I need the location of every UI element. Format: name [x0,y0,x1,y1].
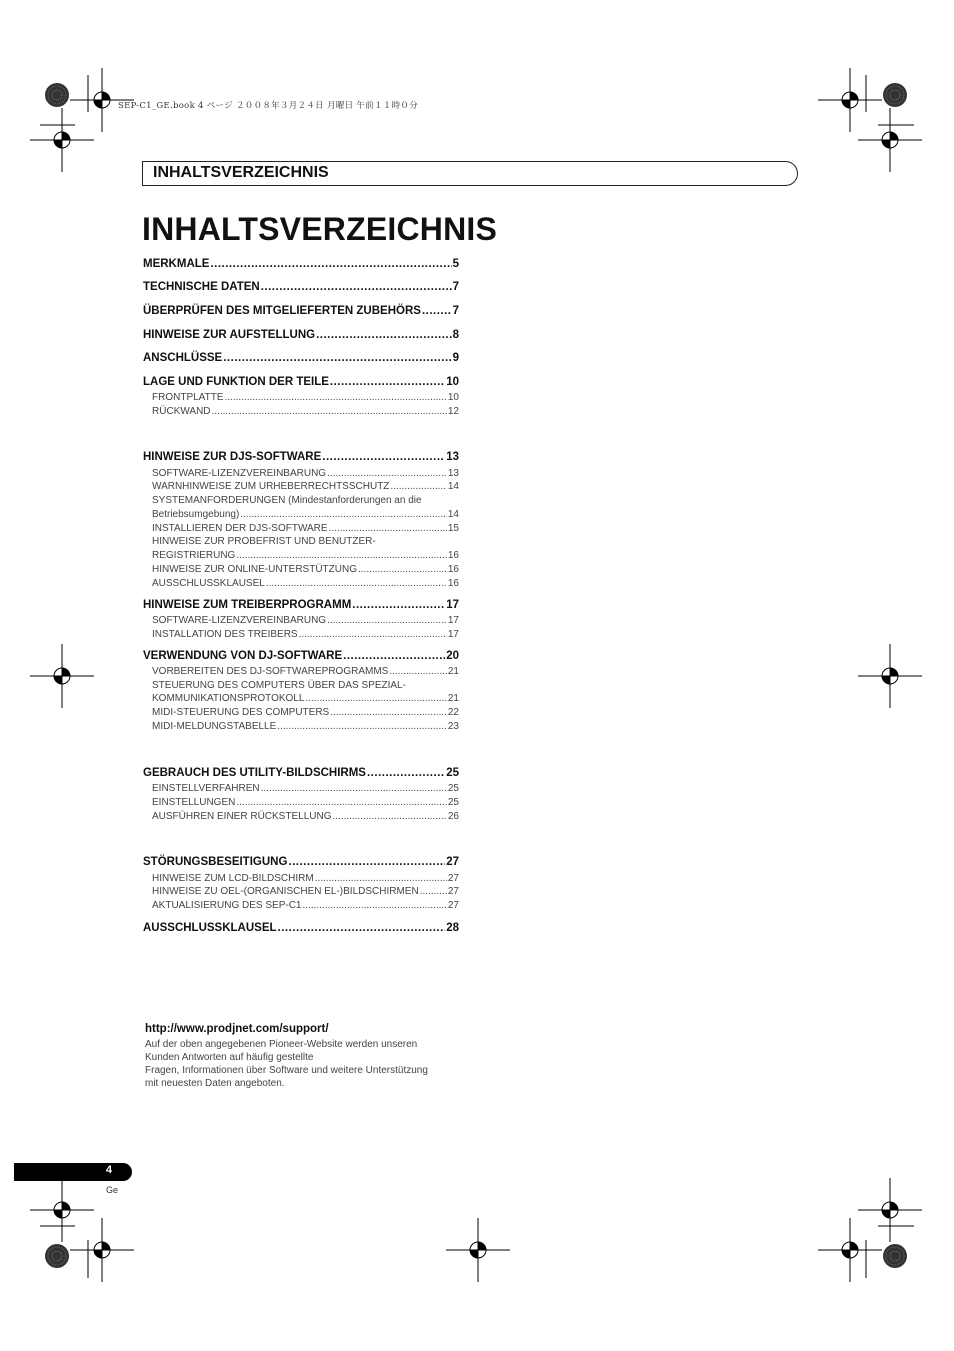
toc-entry-zubehoer[interactable]: ÜBERPRÜFEN DES MITGELIEFERTEN ZUBEHÖRS ..... 7 [143,303,459,319]
page-title: INHALTSVERZEICHNIS [142,211,498,247]
toc-subentry-systemanforderungen-line: SYSTEMANFORDERUNGEN (Mindestanforderungen an die [152,495,422,506]
support-note-line: mit neuesten Daten angeboten. [145,1078,285,1089]
toc-subentry-djs-lizenz[interactable]: SOFTWARE-LIZENZVEREINBARUNG ..... 13 [152,467,459,481]
section-label: INHALTSVERZEICHNIS [153,164,329,181]
toc-subentry-systemanforderungen[interactable]: Betriebsumgebung) ..... 14 [152,508,459,522]
toc-subentry-treiber-lizenz[interactable]: SOFTWARE-LIZENZVEREINBARUNG ..... 17 [152,614,459,628]
toc-subentry-midi-steuerung[interactable]: MIDI-STEUERUNG DES COMPUTERS ..... 22 [152,706,459,720]
toc-subentry-probefrist-line: HINWEISE ZUR PROBEFRIST UND BENUTZER- [152,536,376,547]
toc-entry-anschluesse[interactable]: ANSCHLÜSSE ..... 9 [143,350,459,366]
support-note-line: Auf der oben angegebenen Pioneer-Website werden unseren [145,1039,418,1050]
toc-entry-utility[interactable]: GEBRAUCH DES UTILITY-BILDSCHIRMS ..... 25 [143,765,459,781]
toc-entry-ausschlussklausel[interactable]: AUSSCHLUSSKLAUSEL ..... 28 [143,920,459,936]
toc-entry-dj-software[interactable]: VERWENDUNG VON DJ-SOFTWARE ..... 20 [143,648,459,664]
toc-subentry-djs-installieren[interactable]: INSTALLIEREN DER DJS-SOFTWARE ..... 15 [152,522,459,536]
toc-subentry-djs-ausschlussklausel[interactable]: AUSSCHLUSSKLAUSEL ..... 16 [152,577,459,591]
registration-mark-icon [858,108,922,172]
color-target-icon [883,1244,907,1268]
page-number: 4 [105,1164,112,1176]
toc-subentry-rueckwand[interactable]: RÜCKWAND ..... 12 [152,405,459,419]
print-header: SEP-C1_GE.book 4 ページ ２００８年３月２４日 月曜日 午前１１時０分 [118,101,418,111]
support-note-line: Kunden Antworten auf häufig gestellte [145,1052,314,1063]
registration-mark-icon [30,1178,94,1242]
toc-subentry-online-unterstuetzung[interactable]: HINWEISE ZUR ONLINE-UNTERSTÜTZUNG ..... 16 [152,563,459,577]
registration-mark-icon [70,1218,134,1282]
registration-mark-icon [446,1218,510,1282]
page-number-tab [14,1163,132,1181]
toc-subentry-steuerung-line: STEUERUNG DES COMPUTERS ÜBER DAS SPEZIAL- [152,680,406,691]
toc-entry-djs-software[interactable]: HINWEISE ZUR DJS-SOFTWARE ..... 13 [143,449,459,465]
toc-entry-aufstellung[interactable]: HINWEISE ZUR AUFSTELLUNG ..... 8 [143,327,459,343]
toc-subentry-frontplatte[interactable]: FRONTPLATTE ..... 10 [152,391,459,405]
toc-subentry-probefrist[interactable]: REGISTRIERUNG ..... 16 [152,549,459,563]
toc-entry-stoerungsbeseitigung[interactable]: STÖRUNGSBESEITIGUNG ..... 27 [143,854,459,870]
registration-mark-icon [818,68,882,132]
registration-mark-icon [30,108,94,172]
language-code: Ge [106,1185,119,1195]
toc-entry-merkmale[interactable]: MERKMALE ..... 5 [143,256,459,272]
registration-mark-icon [858,1178,922,1242]
support-url-link[interactable]: http://www.prodjnet.com/support/ [145,1023,329,1035]
registration-mark-icon [30,644,94,708]
toc-subentry-oel[interactable]: HINWEISE ZU OEL-(ORGANISCHEN EL-)BILDSCHIRMEN ..... 27 [152,885,459,899]
toc-entry-lage[interactable]: LAGE UND FUNKTION DER TEILE ..... 10 [143,374,459,390]
toc-subentry-rueckstellung[interactable]: AUSFÜHREN EINER RÜCKSTELLUNG ..... 26 [152,810,459,824]
registration-mark-icon [858,644,922,708]
section-header-bar [142,161,798,186]
toc-subentry-djs-warnhinweise[interactable]: WARNHINWEISE ZUM URHEBERRECHTSSCHUTZ ..... 14 [152,480,459,494]
toc-subentry-steuerung[interactable]: KOMMUNIKATIONSPROTOKOLL ..... 21 [152,692,459,706]
support-note-line: Fragen, Informationen über Software und weitere Unterstützung [145,1065,428,1076]
toc-subentry-treiber-installation[interactable]: INSTALLATION DES TREIBERS ..... 17 [152,628,459,642]
toc-subentry-lcd[interactable]: HINWEISE ZUM LCD-BILDSCHIRM ..... 27 [152,872,459,886]
color-target-icon [45,1244,69,1268]
toc-entry-technische-daten[interactable]: TECHNISCHE DATEN ..... 7 [143,279,459,295]
toc-entry-treiberprogramm[interactable]: HINWEISE ZUM TREIBERPROGRAMM ..... 17 [143,597,459,613]
registration-mark-icon [818,1218,882,1282]
color-target-icon [883,83,907,107]
toc-subentry-aktualisierung[interactable]: AKTUALISIERUNG DES SEP-C1 ..... 27 [152,899,459,913]
toc-subentry-einstellverfahren[interactable]: EINSTELLVERFAHREN ..... 25 [152,782,459,796]
toc-subentry-midi-tabelle[interactable]: MIDI-MELDUNGSTABELLE ..... 23 [152,720,459,734]
toc-subentry-vorbereiten[interactable]: VORBEREITEN DES DJ-SOFTWAREPROGRAMMS ..... 21 [152,665,459,679]
toc-subentry-einstellungen[interactable]: EINSTELLUNGEN ..... 25 [152,796,459,810]
color-target-icon [45,83,69,107]
